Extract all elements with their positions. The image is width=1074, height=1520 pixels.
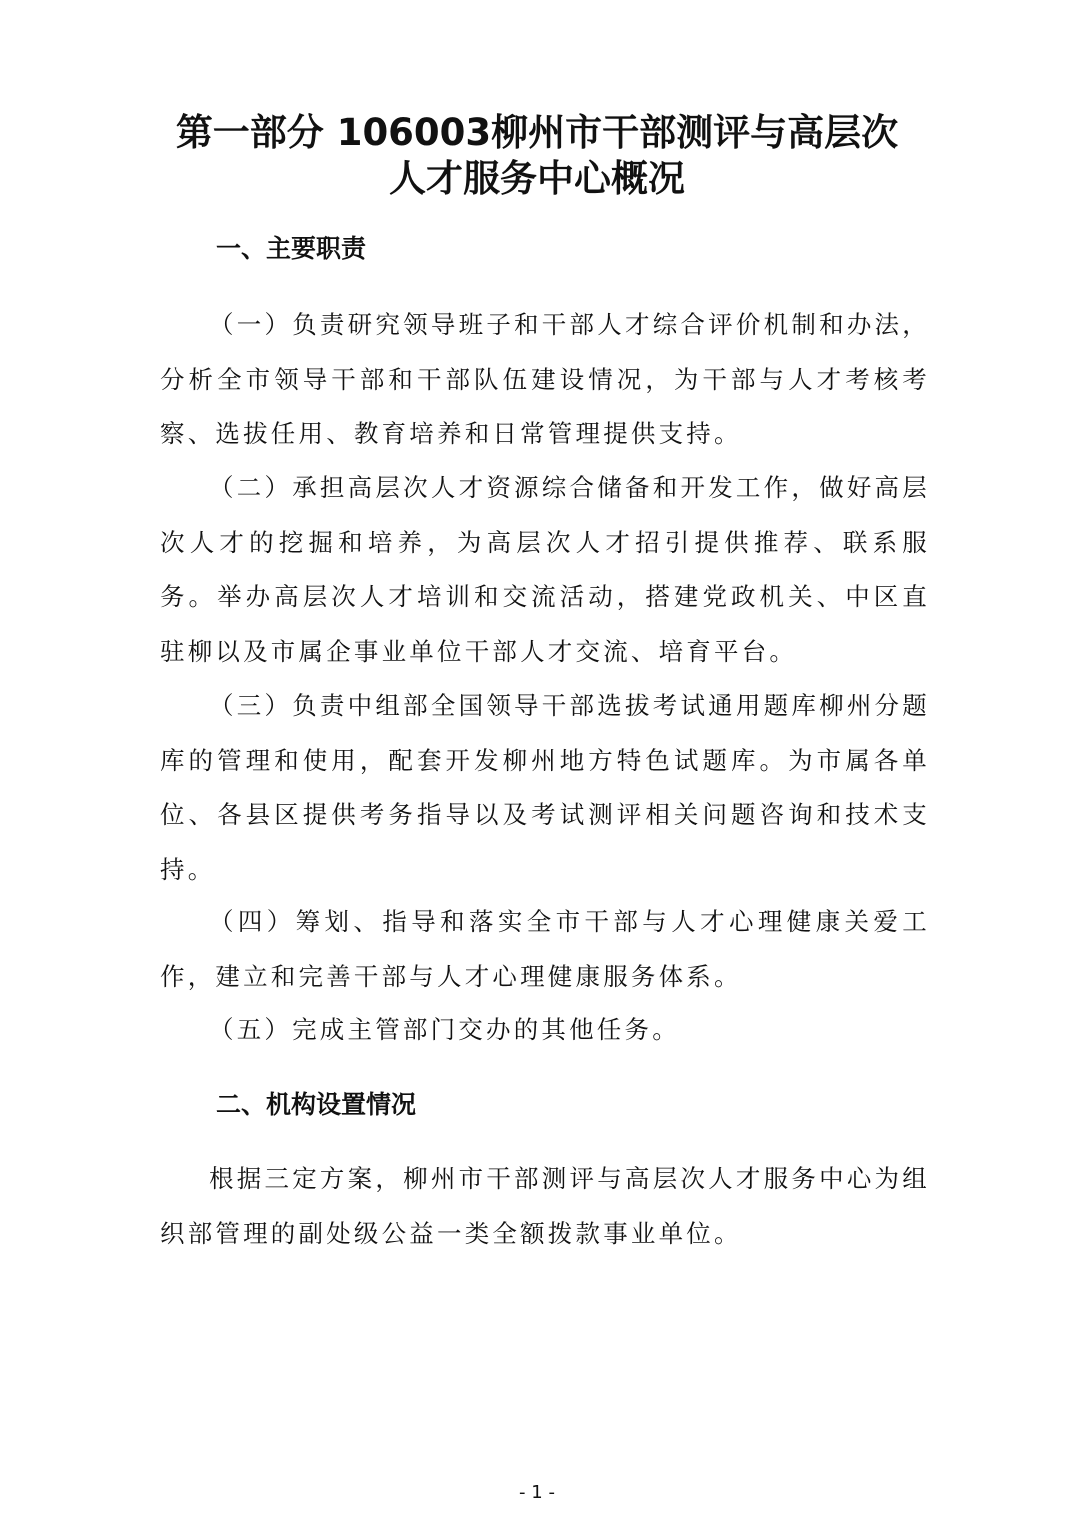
paragraph-duty-5: （五）完成主管部门交办的其他任务。 [209,1015,680,1044]
page-number: - 1 - [519,1482,555,1503]
paragraph-duty-1: （一）负责研究领导班子和干部人才综合评价机制和办法，分析全市领导干部和干部队伍建设情况，为干部与人才考核考察、选拔任用、教育培养和日常管理提供支持。 [160,310,930,448]
paragraph-duty-4: （四）筹划、指导和落实全市干部与人才心理健康关爱工作，建立和完善干部与人才心理健康服务体系。 [160,907,930,991]
title-line-1: 第一部分 106003柳州市干部测评与高层次 [175,111,899,154]
paragraph-duty-2: （二）承担高层次人才资源综合储备和开发工作，做好高层次人才的挖掘和培养，为高层次人才招引提供推荐、联系服务。举办高层次人才培训和交流活动，搭建党政机关、中区直驻柳以及市属企事业单位干部人才交流、培育平台。 [160,473,930,666]
paragraph-organization: 根据三定方案，柳州市干部测评与高层次人才服务中心为组织部管理的副处级公益一类全额拨款事业单位。 [160,1164,930,1248]
section-heading-responsibilities: 一、主要职责 [216,234,367,263]
paragraph-duty-3: （三）负责中组部全国领导干部选拔考试通用题库柳州分题库的管理和使用，配套开发柳州地方特色试题库。为市属各单位、各县区提供考务指导以及考试测评相关问题咨询和技术支持。 [160,691,930,884]
section-heading-organization: 二、机构设置情况 [216,1090,417,1119]
title-line-2: 人才服务中心概况 [389,157,685,200]
page-title [0,110,1074,202]
